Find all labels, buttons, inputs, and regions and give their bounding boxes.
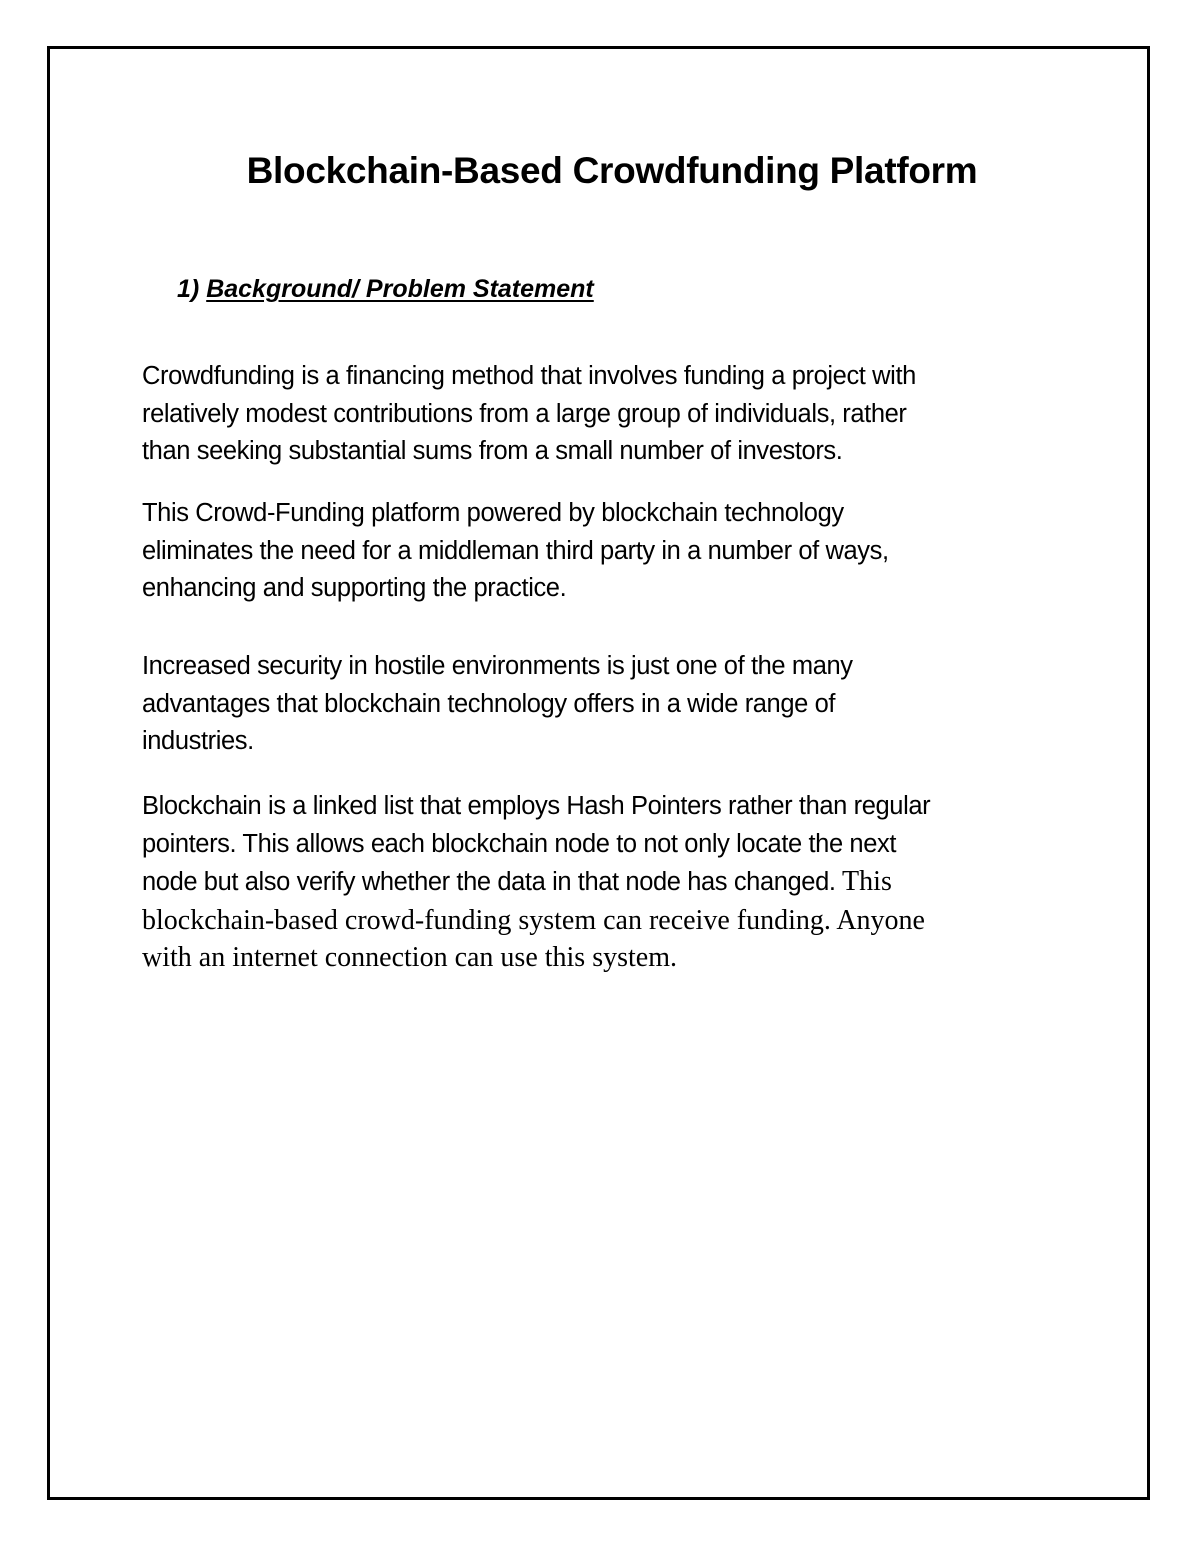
paragraph-line: advantages that blockchain technology offers in a wide range of xyxy=(142,689,836,718)
paragraph-line-serif: with an internet connection can use this system. xyxy=(142,942,677,973)
paragraph-crowdfunding-definition xyxy=(142,358,1082,471)
paragraph-line: This Crowd-Funding platform powered by blockchain technology xyxy=(142,499,844,527)
paragraph-line: Increased security in hostile environments is just one of the many xyxy=(142,652,853,680)
paragraph-line: eliminates the need for a middleman third party in a number of ways, xyxy=(142,536,889,565)
section-number: 1) xyxy=(177,275,200,303)
paragraph-line-segment-serif: This xyxy=(835,866,892,897)
paragraph-line: than seeking substantial sums from a small number of investors. xyxy=(142,437,843,465)
paragraph-line: Crowdfunding is a financing method that involves funding a project with xyxy=(142,362,916,390)
paragraph-line: industries. xyxy=(142,727,254,755)
paragraph-security-advantages xyxy=(142,648,1082,761)
paragraph-line-serif: blockchain-based crowd-funding system can receive funding. Anyone xyxy=(142,904,925,936)
section-heading xyxy=(177,272,594,306)
paragraph-line-mixed xyxy=(142,863,1082,902)
paragraph-line: pointers. This allows each blockchain node to not only locate the next xyxy=(142,829,897,858)
paragraph-line: Blockchain is a linked list that employs Hash Pointers rather than regular xyxy=(142,792,931,820)
paragraph-line-segment: node but also verify whether the data in that node has changed. xyxy=(142,868,836,896)
section-heading-text: Background/ Problem Statement xyxy=(206,275,594,303)
page-border xyxy=(47,46,1150,1500)
paragraph-line: relatively modest contributions from a large group of individuals, rather xyxy=(142,399,907,428)
document-title: Blockchain-Based Crowdfunding Platform xyxy=(246,150,978,191)
paragraph-blockchain-explanation xyxy=(142,788,1082,977)
paragraph-platform-description xyxy=(142,495,1082,608)
paragraph-line: enhancing and supporting the practice. xyxy=(142,574,567,602)
